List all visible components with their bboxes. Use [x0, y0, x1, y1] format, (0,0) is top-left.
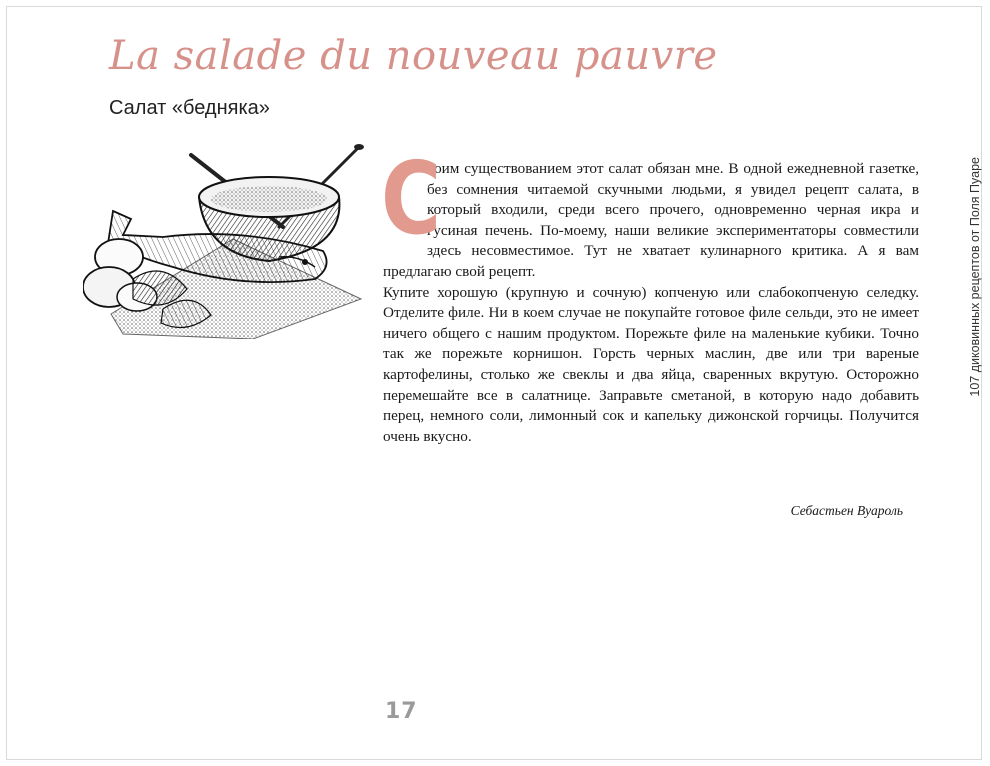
- running-head: 107 диковинных рецептов от Поля Пуаре: [968, 157, 982, 397]
- page-number: 17: [385, 699, 418, 724]
- recipe-article: [381, 140, 919, 447]
- engraving-fish-bowl-eggs-illustration: [83, 139, 373, 339]
- drop-cap: С: [381, 140, 442, 257]
- recipe-title: La salade du nouveau pauvre: [109, 33, 718, 79]
- author-signature: Себастьен Вуароль: [790, 503, 903, 518]
- article-paragraph: воим существованием этот салат обязан мне. В одной ежедневной газетке, без сомнения читаемой скучными людьми, я увидел рецепт салата, в который входили, среди всего прочего, одновременно черная икра и гусиная печень. По-моему, наши великие экспериментаторы совместили здесь несовместимое. Тут не хватает кулинарного критика. А я вам предлагаю свой рецепт.: [383, 160, 919, 280]
- article-paragraph: Купите хорошую (крупную и сочную) копченую или слабокопченую селедку. Отделите филе. Ни в коем случае не покупайте готовое филе сельди, это не имеет ничего общего с нашим продуктом. Порежьте филе на маленькие кубики. Точно так же порежьте корнишон. Горсть черных маслин, две или три вареные картофелины, столько же свеклы и два яйца, сваренных вкрутую. Осторожно перемешайте все в салатнице. Заправьте сметаной, в которую надо добавить перец, немного соли, лимонный сок и капельку дижонской горчицы. Получится очень вкусно.: [383, 283, 919, 445]
- book-page: [6, 6, 982, 760]
- recipe-subtitle: Салат «бедняка»: [109, 97, 270, 119]
